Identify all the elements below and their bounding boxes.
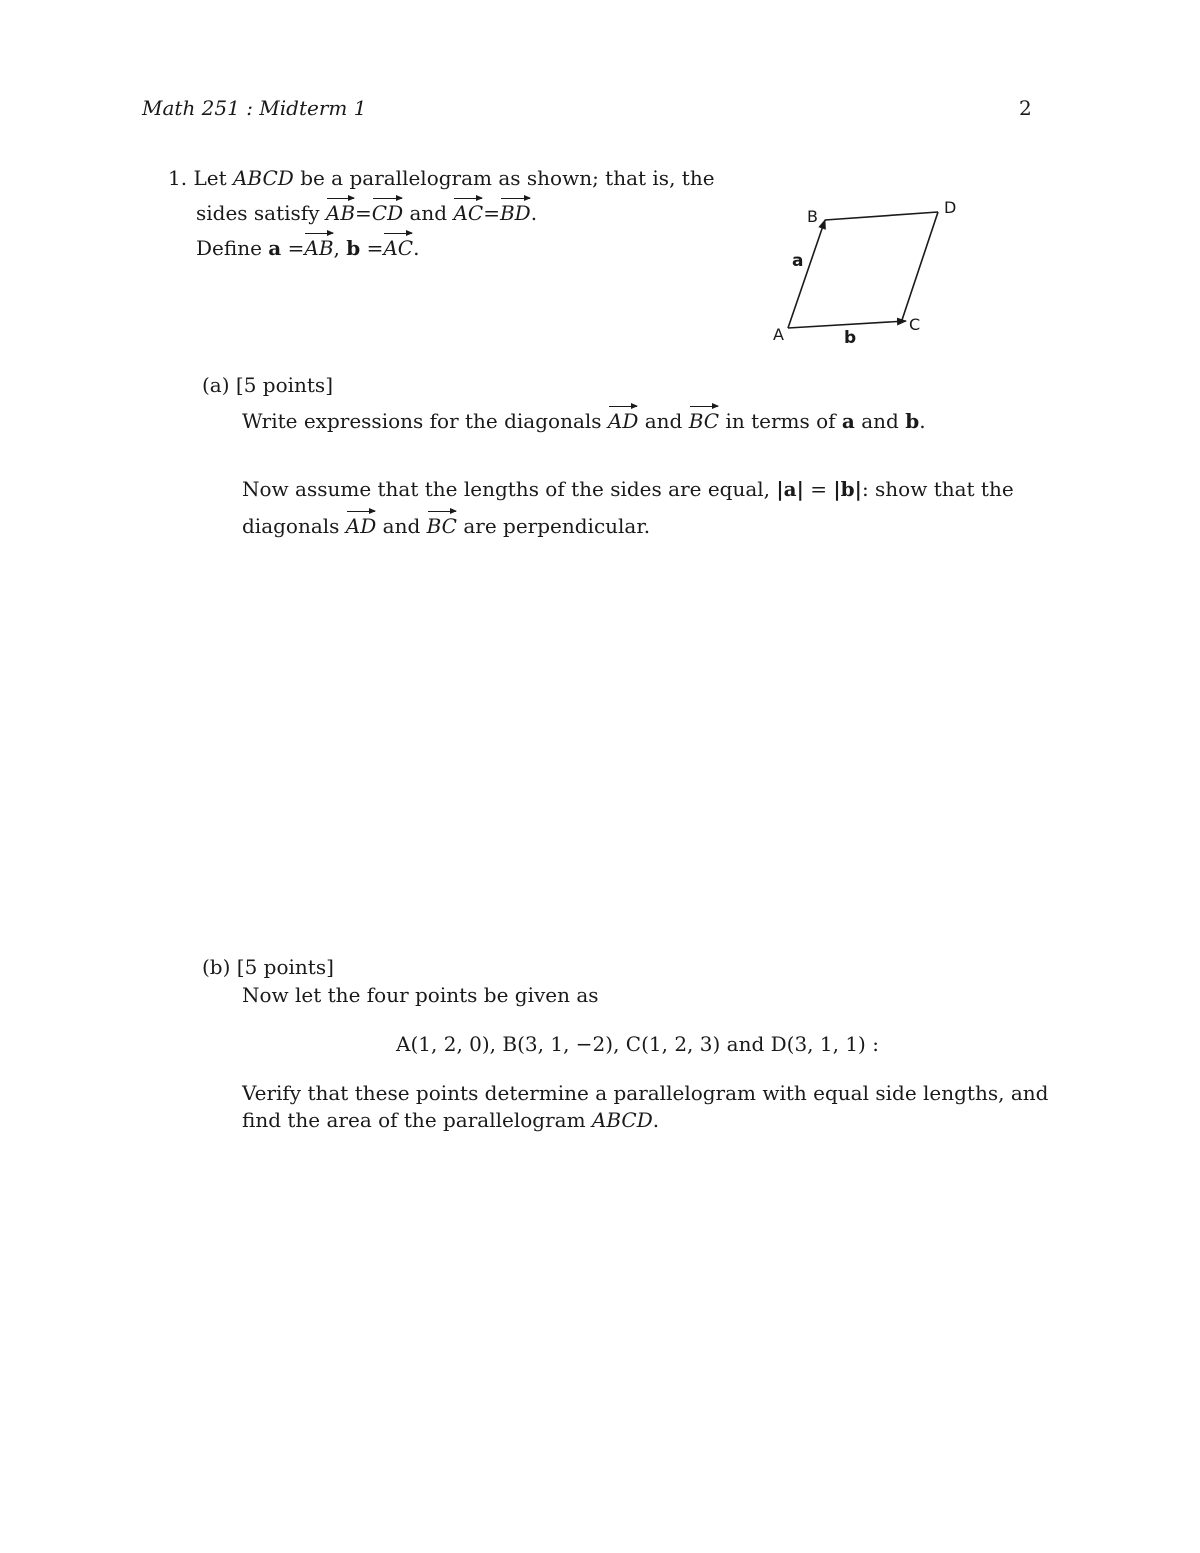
part-b-line-1: Now let the four points be given as [242, 983, 599, 1007]
text: find the area of the parallelogram [242, 1108, 586, 1132]
problem-1-line-2 [196, 196, 537, 230]
text: in terms of [725, 409, 836, 433]
bold-a: a [841, 409, 855, 433]
text: : show that the [861, 477, 1014, 501]
period: . [530, 201, 538, 225]
vertex-label-a: A [773, 325, 784, 344]
side-ac-vector-b [788, 321, 906, 328]
vector-ac: AC [453, 196, 483, 230]
text: diagonals [242, 514, 340, 538]
problem-number: 1. [168, 166, 188, 190]
text: Define [196, 236, 262, 260]
problem-1-line-1 [168, 161, 715, 195]
vector-label-b: b [844, 328, 857, 348]
part-a-line-2 [242, 472, 1014, 506]
vector-ac: AC [383, 231, 413, 265]
vector-ad: AD [346, 509, 376, 543]
vector-label-a: a [792, 251, 804, 271]
text: Let [193, 166, 227, 190]
equals: = [281, 236, 305, 260]
part-b-line-2: Verify that these points determine a parallelogram with equal side lengths, and [242, 1081, 1049, 1105]
part-label: (a) [202, 373, 230, 397]
text: sides satisfy [196, 201, 320, 225]
and-word: and [382, 514, 421, 538]
points: [5 points] [235, 373, 333, 397]
part-a-heading [202, 368, 333, 402]
vector-bc: BC [427, 509, 457, 543]
points: [5 points] [236, 955, 334, 979]
problem-1-line-3 [196, 231, 419, 265]
bold-b: b [905, 409, 920, 433]
equals: = [360, 236, 384, 260]
var-abcd: ABCD [591, 1108, 653, 1132]
vertex-label-b: B [807, 207, 818, 226]
part-b-line-3 [242, 1103, 659, 1137]
comma: , [333, 236, 340, 260]
part-label: (b) [202, 955, 231, 979]
vector-ab: AB [326, 196, 355, 230]
abs-a: |a| [776, 477, 804, 501]
side-bd [825, 212, 938, 220]
points-equation: A(1, 2, 0), B(3, 1, −2), C(1, 2, 3) and D(3, 1, 1) : [396, 1032, 879, 1056]
and-word: and [644, 409, 683, 433]
bold-a: a [268, 236, 282, 260]
equals: = [483, 201, 500, 225]
side-dc [902, 212, 938, 320]
running-header: Math 251 : Midterm 1 [142, 96, 367, 120]
vector-bc: BC [689, 404, 719, 438]
vector-ad: AD [608, 404, 638, 438]
period: . [413, 236, 420, 260]
equals: = [810, 477, 828, 501]
parallelogram-figure [760, 190, 970, 355]
period: . [652, 1108, 660, 1132]
equals: = [355, 201, 372, 225]
var-abcd: ABCD [232, 166, 294, 190]
bold-b: b [346, 236, 361, 260]
vertex-label-c: C [909, 315, 921, 334]
side-ab-vector-a [788, 220, 825, 328]
part-a-line-3 [242, 509, 650, 543]
and-word: and [409, 201, 448, 225]
and-word: and [861, 409, 899, 433]
period: . [919, 409, 926, 433]
vector-cd: CD [372, 196, 403, 230]
abs-b: |b| [833, 477, 862, 501]
page-number: 2 [1019, 96, 1032, 120]
vector-ab: AB [304, 231, 333, 265]
vertex-label-d: D [944, 198, 957, 217]
text: Write expressions for the diagonals [242, 409, 602, 433]
text: are perpendicular. [463, 514, 651, 538]
part-a-line-1 [242, 404, 926, 438]
text: Now assume that the lengths of the sides are equal, [242, 477, 771, 501]
vector-bd: BD [500, 196, 531, 230]
text: be a parallelogram as shown; that is, the [300, 166, 715, 190]
